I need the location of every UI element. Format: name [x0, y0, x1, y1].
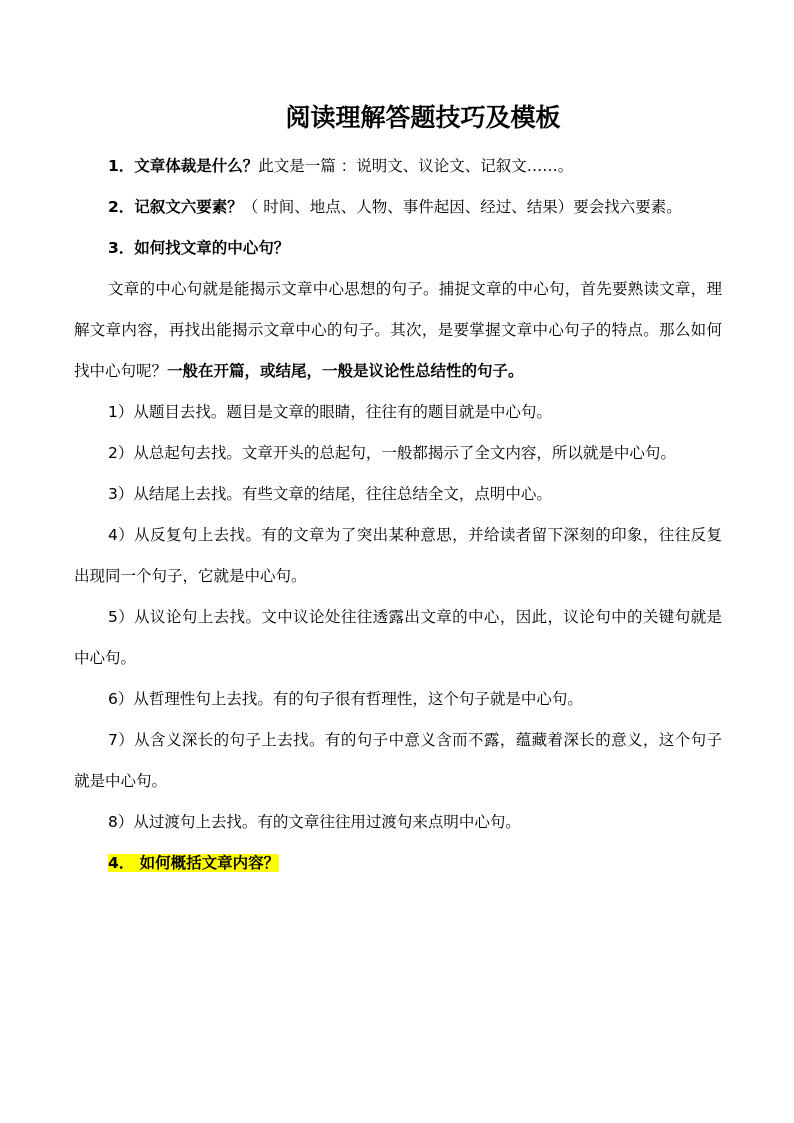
list-item: 6）从哲理性句上去找。有的句子很有哲理性，这个句子就是中心句。	[108, 690, 583, 708]
question-3-intro-text: 文章的中心句就是能揭示文章中心思想的句子。捕捉文章的中心句，首先要熟读文章，理解文章内容，再找出能揭示文章中心的句子。其次，是要掌握文章中心句子的特点。那么如何找中心句呢？	[74, 280, 722, 380]
question-4-label-highlighted: 4． 如何概括文章内容？	[108, 854, 280, 872]
list-item: 7）从含义深长的句子上去找。有的句子中意义含而不露，蕴藏着深长的意义，这个句子就是中心句。	[74, 731, 722, 790]
list-item: 8）从过渡句上去找。有的文章往往用过渡句来点明中心句。	[108, 813, 521, 831]
list-item: 3）从结尾上去找。有些文章的结尾，往往总结全文，点明中心。	[108, 485, 552, 503]
question-2	[74, 187, 722, 228]
question-3-intro-emphasis: 一般在开篇，或结尾，一般是议论性总结性的句子。	[167, 362, 524, 380]
question-2-text: （ 时间、地点、人物、事件起因、经过、结果）要会找六要素。	[242, 198, 682, 216]
document-body	[74, 146, 722, 884]
list-item: 2）从总起句去找。文章开头的总起句，一般都揭示了全文内容，所以就是中心句。	[108, 444, 676, 462]
list-item: 1）从题目去找。题目是文章的眼睛，往往有的题目就是中心句。	[108, 403, 552, 421]
question-1-text: 此文是一篇 ：说明文、议论文、记叙文……。	[258, 157, 574, 175]
question-1	[74, 146, 722, 187]
list-item: 4）从反复句上去找。有的文章为了突出某种意思，并给读者留下深刻的印象，往往反复出现同一个句子，它就是中心句。	[74, 526, 722, 585]
page-title: 阅读理解答题技巧及模板	[285, 103, 561, 132]
list-item: 5）从议论句上去找。文中议论处往往透露出文章的中心，因此，议论句中的关键句就是中心句。	[74, 608, 722, 667]
question-2-label: 2．记叙文六要素？	[108, 198, 243, 216]
question-3-intro	[74, 269, 722, 392]
question-1-label: 1．文章体裁是什么？	[108, 157, 259, 175]
question-3	[74, 228, 722, 269]
question-4	[74, 843, 722, 884]
question-3-label: 3．如何找文章的中心句？	[108, 239, 290, 257]
